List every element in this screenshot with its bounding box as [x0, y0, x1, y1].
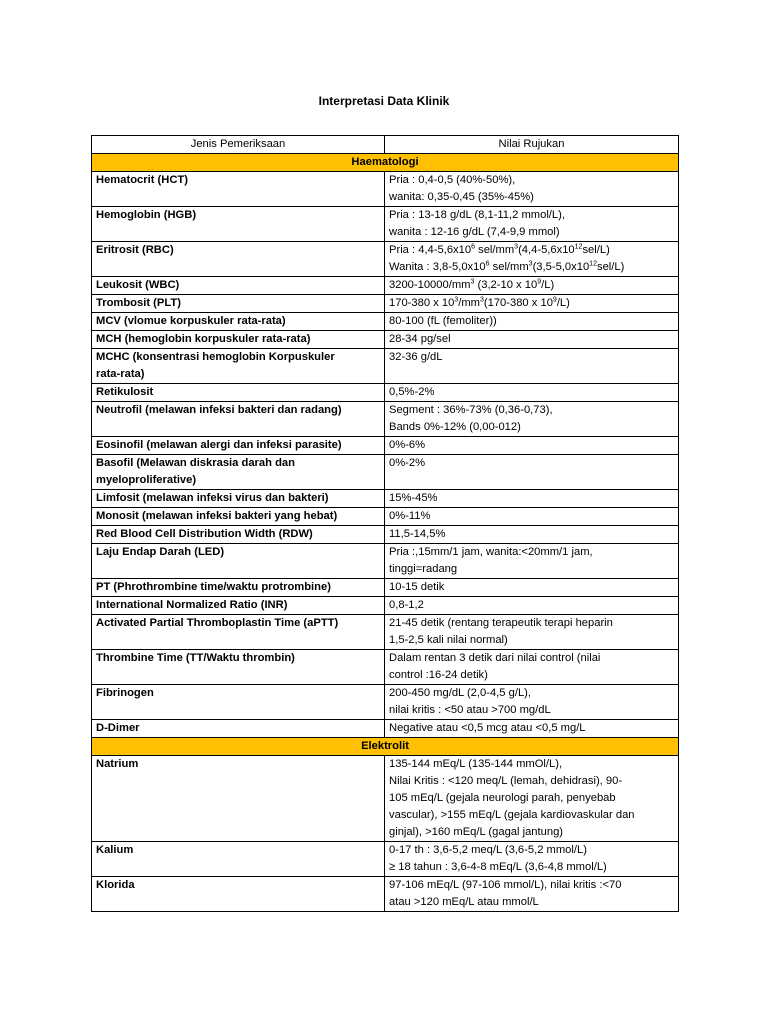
test-name: Hemoglobin (HGB) [92, 207, 385, 242]
reference-value: $3200-10000/mm^3$ (3,2-10 x $10^9/L$) [385, 277, 679, 295]
value-line: atau >120 mEq/L atau mmol/L [389, 896, 539, 908]
table-row [92, 526, 679, 544]
table-row [92, 544, 679, 579]
test-name [92, 349, 385, 384]
test-name: Limfosit (melawan infeksi virus dan bakteri) [92, 490, 385, 508]
table-row [92, 313, 679, 331]
value-line: ≥ 18 tahun : 3,6-4-8 mEq/L (3,6-4,8 mmol/L) [389, 861, 607, 873]
test-name: MCV (vlomue korpuskuler rata-rata) [92, 313, 385, 331]
value-line: Bands 0%-12% (0,00-012) [389, 421, 521, 433]
table-row [92, 508, 679, 526]
test-name: Red Blood Cell Distribution Width (RDW) [92, 526, 385, 544]
table-row [92, 597, 679, 615]
reference-value: 0,8-1,2 [385, 597, 679, 615]
header-nilai-rujukan: Nilai Rujukan [385, 136, 679, 154]
reference-value: 80-100 (fL (femoliter)) [385, 313, 679, 331]
test-name: Kalium [92, 842, 385, 877]
value-line: Dalam rentan 3 detik dari nilai control (nilai [389, 652, 601, 664]
test-name: International Normalized Ratio (INR) [92, 597, 385, 615]
test-name: D-Dimer [92, 720, 385, 738]
reference-value: 28-34 pg/sel [385, 331, 679, 349]
test-name: Eritrosit (RBC) [92, 242, 385, 277]
table-row [92, 172, 679, 207]
page-title: Interpretasi Data Klinik [318, 94, 450, 108]
table-row [92, 295, 679, 313]
table-row [92, 331, 679, 349]
value-line: control :16-24 detik) [389, 669, 488, 681]
section-haematologi [92, 154, 679, 172]
value-line: ginjal), >160 mEq/L (gagal jantung) [389, 826, 564, 838]
test-name: MCH (hemoglobin korpuskuler rata-rata) [92, 331, 385, 349]
reference-value [385, 685, 679, 720]
test-name: Natrium [92, 756, 385, 842]
test-name: Eosinofil (melawan alergi dan infeksi parasite) [92, 437, 385, 455]
test-name: Fibrinogen [92, 685, 385, 720]
value-line: 135-144 mEq/L (135-144 mmOl/L), [389, 758, 563, 770]
table-row [92, 685, 679, 720]
test-name: Laju Endap Darah (LED) [92, 544, 385, 579]
reference-table [91, 135, 679, 912]
reference-value: 0%-6% [385, 437, 679, 455]
value-line: 0-17 th : 3,6-5,2 meq/L (3,6-5,2 mmol/L) [389, 844, 587, 856]
reference-value: 170-380 x $10^3/mm^3(170-380$ x $10^9/L$) [385, 295, 679, 313]
value-line: Pria : 13-18 g/dL (8,1-11,2 mmol/L), [389, 209, 565, 221]
reference-value: 0%-2% [385, 455, 679, 490]
reference-value [385, 615, 679, 650]
value-line: vascular), >155 mEq/L (gejala kardiovaskular dan [389, 809, 635, 821]
value-line: 105 mEq/L (gejala neurologi parah, penyebab [389, 792, 616, 804]
test-name: Thrombine Time (TT/Waktu thrombin) [92, 650, 385, 685]
name-line: Basofil (Melawan diskrasia darah dan [96, 457, 295, 469]
reference-value: 11,5-14,5% [385, 526, 679, 544]
table-row [92, 277, 679, 295]
test-name: Leukosit (WBC) [92, 277, 385, 295]
name-line: myeloproliferative) [96, 474, 197, 486]
value-line: 1,5-2,5 kali nilai normal) [389, 634, 508, 646]
value-line: wanita : 12-16 g/dL (7,4-9,9 mmol) [389, 226, 560, 238]
test-name [92, 455, 385, 490]
reference-value [385, 877, 679, 912]
reference-value [385, 756, 679, 842]
reference-value: 32-36 g/dL [385, 349, 679, 384]
table-row [92, 842, 679, 877]
name-line: rata-rata) [96, 368, 145, 380]
value-line: tinggi=radang [389, 563, 458, 575]
table-row [92, 877, 679, 912]
name-line: MCHC (konsentrasi hemoglobin Korpuskuler [96, 351, 335, 363]
reference-value [385, 402, 679, 437]
value-line: Pria :,15mm/1 jam, wanita:<20mm/1 jam, [389, 546, 593, 558]
test-name: Klorida [92, 877, 385, 912]
value-line: Pria : 0,4-0,5 (40%-50%), [389, 174, 516, 186]
test-name: Monosit (melawan infeksi bakteri yang hebat) [92, 508, 385, 526]
test-name: Activated Partial Thromboplastin Time (aPTT) [92, 615, 385, 650]
table-row [92, 437, 679, 455]
test-name: Neutrofil (melawan infeksi bakteri dan radang) [92, 402, 385, 437]
table-row [92, 455, 679, 490]
section-elektrolit [92, 738, 679, 756]
reference-value: 10-15 detik [385, 579, 679, 597]
table-row [92, 756, 679, 842]
value-line: Segment : 36%-73% (0,36-0,73), [389, 404, 553, 416]
reference-value: 15%-45% [385, 490, 679, 508]
test-name: Trombosit (PLT) [92, 295, 385, 313]
table-row [92, 384, 679, 402]
value-line: nilai kritis : <50 atau >700 mg/dL [389, 704, 551, 716]
test-name: PT (Phrothrombine time/waktu protrombine) [92, 579, 385, 597]
reference-value [385, 207, 679, 242]
value-line: wanita: 0,35-0,45 (35%-45%) [389, 191, 534, 203]
reference-value: Negative atau <0,5 mcg atau <0,5 mg/L [385, 720, 679, 738]
reference-value [385, 842, 679, 877]
header-jenis-pemeriksaan: Jenis Pemeriksaan [92, 136, 385, 154]
reference-value [385, 544, 679, 579]
value-line: 21-45 detik (rentang terapeutik terapi heparin [389, 617, 613, 629]
section-title: Elektrolit [92, 738, 679, 756]
table-row [92, 242, 679, 277]
reference-value [385, 172, 679, 207]
reference-value [385, 242, 679, 277]
value-line: Nilai Kritis : <120 meq/L (lemah, dehidrasi), 90- [389, 775, 623, 787]
test-name: Hematocrit (HCT) [92, 172, 385, 207]
table-row [92, 579, 679, 597]
table-header-row [92, 136, 679, 154]
table-row [92, 349, 679, 384]
value-line: Wanita : $3,8-5,0x10^6$ sel/$mm^3(3,5-5,0x10^{12}sel/L)$ [389, 260, 625, 273]
reference-value [385, 650, 679, 685]
table-row [92, 650, 679, 685]
reference-value: 0%-11% [385, 508, 679, 526]
test-name: Retikulosit [92, 384, 385, 402]
value-line: 200-450 mg/dL (2,0-4,5 g/L), [389, 687, 532, 699]
table-row [92, 207, 679, 242]
value-line: Pria : $4,4-5,6x10^6$ sel/$mm^3(4,4-5,6x10^{12}sel/L)$ [389, 243, 610, 256]
section-title: Haematologi [92, 154, 679, 172]
table-row [92, 720, 679, 738]
table-row [92, 615, 679, 650]
reference-value: 0,5%-2% [385, 384, 679, 402]
table-row [92, 402, 679, 437]
table-row [92, 490, 679, 508]
value-line: 97-106 mEq/L (97-106 mmol/L), nilai kritis :<70 [389, 879, 622, 891]
